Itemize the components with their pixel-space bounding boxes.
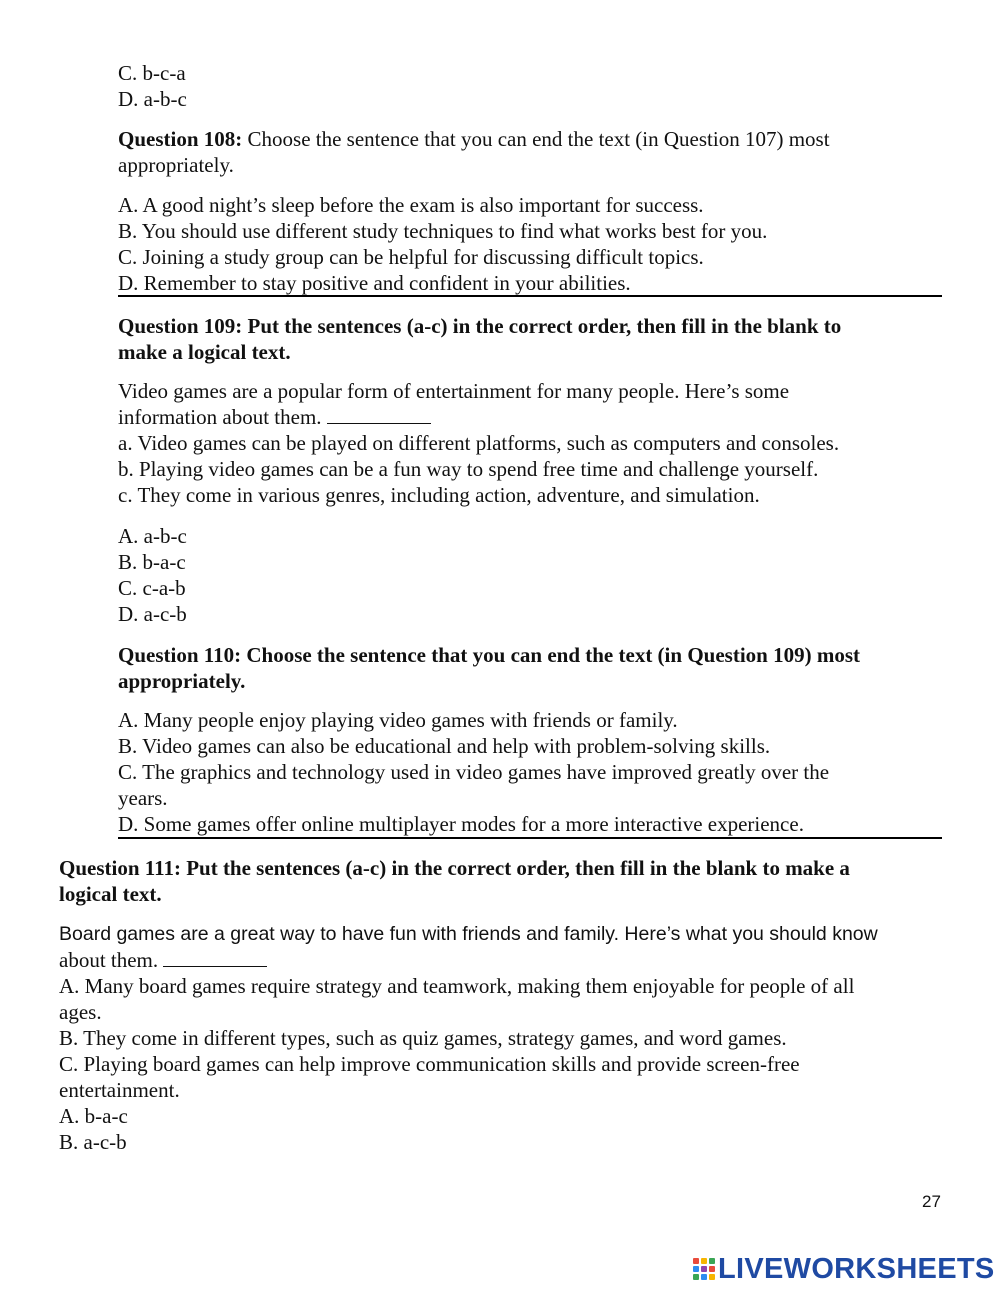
q108-option-d[interactable]: D. Remember to stay positive and confident in your abilities. [118,271,631,295]
q109-title [118,313,841,365]
q110-divider [118,837,942,839]
q108-prompt-line1: Choose the sentence that you can end the text (in Question 107) most [242,127,830,151]
q109-sentence-c: c. They come in various genres, including action, adventure, and simulation. [118,483,760,507]
q108-prompt-line2: appropriately. [118,153,234,177]
q110-option-a[interactable]: A. Many people enjoy playing video games with friends or family. [118,708,678,732]
q109-text-line1: Video games are a popular form of entertainment for many people. Here’s some [118,379,790,403]
q109-text [118,378,839,508]
q110-title-line2: appropriately. [118,669,246,693]
q111-sentence-a-cont: ages. [59,1000,102,1024]
q109-title-line2: make a logical text. [118,340,291,364]
liveworksheets-brand[interactable] [692,1252,995,1286]
q110-title-line1: Question 110: Choose the sentence that you can end the text (in Question 109) most [118,643,860,667]
q111-option-b[interactable]: B. a-c-b [59,1130,127,1154]
q110-title [118,642,860,694]
q111-sentence-a: A. Many board games require strategy and teamwork, making them enjoyable for people of all [59,974,855,998]
q108-label: Question 108: [118,127,243,151]
q108-option-a[interactable]: A. A good night’s sleep before the exam is also important for success. [118,193,704,217]
q109-option-c[interactable]: C. c-a-b [118,576,186,600]
q110-option-b[interactable]: B. Video games can also be educational and help with problem-solving skills. [118,734,771,758]
q109-sentence-b: b. Playing video games can be a fun way to spend free time and challenge yourself. [118,457,819,481]
q109-title-line1: Question 109: Put the sentences (a-c) in the correct order, then fill in the blank to [118,314,842,338]
q110-option-d[interactable]: D. Some games offer online multiplayer modes for a more interactive experience. [118,812,804,836]
q111-option-a[interactable]: A. b-a-c [59,1104,128,1128]
q111-title [59,855,850,907]
q109-options [118,523,187,627]
q111-title-line1: Question 111: Put the sentences (a-c) in the correct order, then fill in the blank to make a [59,856,850,880]
q108-option-c[interactable]: C. Joining a study group can be helpful for discussing difficult topics. [118,245,704,269]
q111-sentence-c: C. Playing board games can help improve communication skills and provide screen-free [59,1052,800,1076]
q108-prompt [118,126,830,178]
q109-option-b[interactable]: B. b-a-c [118,550,186,574]
q108-option-b[interactable]: B. You should use different study techniques to find what works best for you. [118,219,768,243]
q107-option-d[interactable]: D. a-b-c [118,87,187,111]
q111-title-line2: logical text. [59,882,162,906]
q111-text-line1: Board games are a great way to have fun with friends and family. Here’s what you should know [59,923,878,945]
q107-options-tail [118,60,187,112]
q109-option-a[interactable]: A. a-b-c [118,524,187,548]
q109-blank[interactable] [327,405,431,424]
q109-option-d[interactable]: D. a-c-b [118,602,187,626]
q107-option-c[interactable]: C. b-c-a [118,61,186,85]
q108-options [118,192,767,296]
q108-divider [118,295,942,297]
page-number: 27 [922,1192,941,1211]
q111-text-line2: about them. [59,948,164,972]
q111-text [59,921,878,1155]
q110-option-c-cont[interactable]: years. [118,786,168,810]
q111-sentence-c-cont: entertainment. [59,1078,180,1102]
q110-option-c[interactable]: C. The graphics and technology used in video games have improved greatly over the [118,760,830,784]
q111-sentence-b: B. They come in different types, such as quiz games, strategy games, and word games. [59,1026,787,1050]
q109-sentence-a: a. Video games can be played on different platforms, such as computers and consoles. [118,431,840,455]
q111-blank[interactable] [163,948,267,967]
q110-options [118,707,829,837]
liveworksheets-wordmark: LIVEWORKSHEETS [718,1253,995,1285]
liveworksheets-logo-icon [692,1257,716,1281]
q109-text-line2: information about them. [118,405,327,429]
